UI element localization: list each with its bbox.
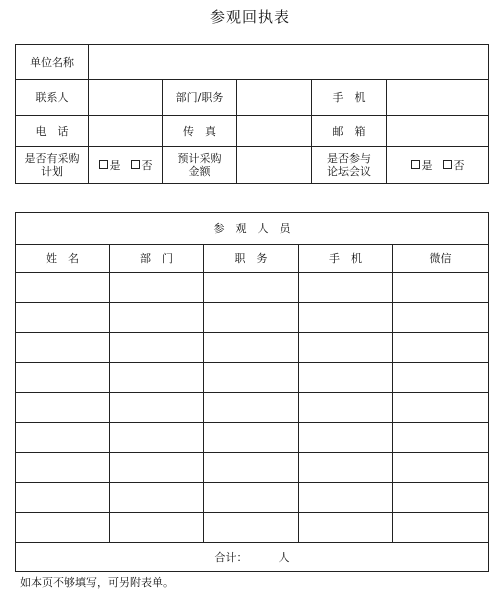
purchase-plan-label xyxy=(16,147,89,184)
fax-label: 传 真 xyxy=(163,116,237,147)
table-row xyxy=(16,303,489,333)
checkbox-icon[interactable] xyxy=(443,160,452,169)
table-row xyxy=(16,273,489,303)
budget-label xyxy=(163,147,237,184)
total-unit: 人 xyxy=(278,550,290,564)
forum-label-line2: 论坛会议 xyxy=(327,165,371,178)
visitors-header: 参 观 人 员 xyxy=(16,213,489,245)
position-cell[interactable] xyxy=(204,513,299,543)
forum-label-line1: 是否参与 xyxy=(327,152,371,165)
budget-field[interactable] xyxy=(237,147,312,184)
dept-position-field[interactable] xyxy=(237,80,312,116)
mobile-cell[interactable] xyxy=(299,363,393,393)
email-field[interactable] xyxy=(387,116,489,147)
mobile-cell[interactable] xyxy=(299,393,393,423)
checkbox-icon[interactable] xyxy=(131,160,140,169)
column-header-department: 部 门 xyxy=(110,245,204,273)
name-cell[interactable] xyxy=(16,273,110,303)
department-cell[interactable] xyxy=(110,513,204,543)
purchase-plan-label-line1: 是否有采购 xyxy=(24,152,80,165)
visitors-table xyxy=(15,212,489,572)
mobile-cell[interactable] xyxy=(299,273,393,303)
purchase-plan-no-option[interactable] xyxy=(131,159,153,172)
checkbox-icon[interactable] xyxy=(411,160,420,169)
purchase-plan-yes-option[interactable] xyxy=(99,159,121,172)
mobile-label: 手 机 xyxy=(312,80,387,116)
wechat-cell[interactable] xyxy=(393,333,489,363)
position-cell[interactable] xyxy=(204,393,299,423)
table-row xyxy=(16,453,489,483)
email-label: 邮 箱 xyxy=(312,116,387,147)
mobile-cell[interactable] xyxy=(299,303,393,333)
name-cell[interactable] xyxy=(16,423,110,453)
fax-field[interactable] xyxy=(237,116,312,147)
table-row xyxy=(16,363,489,393)
position-cell[interactable] xyxy=(204,453,299,483)
mobile-cell[interactable] xyxy=(299,423,393,453)
contact-field[interactable] xyxy=(89,80,163,116)
name-cell[interactable] xyxy=(16,303,110,333)
wechat-cell[interactable] xyxy=(393,453,489,483)
mobile-cell[interactable] xyxy=(299,333,393,363)
department-cell[interactable] xyxy=(110,393,204,423)
department-cell[interactable] xyxy=(110,453,204,483)
page-title: 参观回执表 xyxy=(209,8,290,26)
budget-label-line2: 金额 xyxy=(188,165,211,178)
forum-no-label: 否 xyxy=(453,158,465,172)
total-row xyxy=(16,543,489,572)
wechat-cell[interactable] xyxy=(393,273,489,303)
wechat-cell[interactable] xyxy=(393,423,489,453)
forum-yes-label: 是 xyxy=(421,158,433,172)
position-cell[interactable] xyxy=(204,483,299,513)
purchase-plan-options xyxy=(89,147,163,184)
column-header-name: 姓 名 xyxy=(16,245,110,273)
forum-options xyxy=(387,147,489,184)
column-header-mobile: 手 机 xyxy=(299,245,393,273)
phone-field[interactable] xyxy=(89,116,163,147)
wechat-cell[interactable] xyxy=(393,393,489,423)
position-cell[interactable] xyxy=(204,303,299,333)
budget-label-line1: 预计采购 xyxy=(177,152,222,165)
mobile-field[interactable] xyxy=(387,80,489,116)
position-cell[interactable] xyxy=(204,273,299,303)
table-row xyxy=(16,423,489,453)
footnote: 如本页不够填写，可另附表单。 xyxy=(20,576,174,589)
forum-label xyxy=(312,147,387,184)
wechat-cell[interactable] xyxy=(393,513,489,543)
table-row xyxy=(16,393,489,423)
name-cell[interactable] xyxy=(16,483,110,513)
registration-form-table xyxy=(15,44,489,184)
column-header-wechat: 微信 xyxy=(393,245,489,273)
mobile-cell[interactable] xyxy=(299,513,393,543)
table-row xyxy=(16,513,489,543)
wechat-cell[interactable] xyxy=(393,303,489,333)
department-cell[interactable] xyxy=(110,333,204,363)
contact-label: 联系人 xyxy=(16,80,89,116)
position-cell[interactable] xyxy=(204,423,299,453)
dept-position-label: 部门/职务 xyxy=(163,80,237,116)
forum-yes-option[interactable] xyxy=(411,159,433,172)
mobile-cell[interactable] xyxy=(299,483,393,513)
total-label: 合计： xyxy=(214,550,248,564)
table-row xyxy=(16,483,489,513)
table-row xyxy=(16,333,489,363)
department-cell[interactable] xyxy=(110,363,204,393)
column-header-position: 职 务 xyxy=(204,245,299,273)
name-cell[interactable] xyxy=(16,453,110,483)
position-cell[interactable] xyxy=(204,333,299,363)
name-cell[interactable] xyxy=(16,513,110,543)
forum-no-option[interactable] xyxy=(443,159,465,172)
name-cell[interactable] xyxy=(16,363,110,393)
department-cell[interactable] xyxy=(110,303,204,333)
department-cell[interactable] xyxy=(110,423,204,453)
name-cell[interactable] xyxy=(16,393,110,423)
mobile-cell[interactable] xyxy=(299,453,393,483)
purchase-plan-label-line2: 计划 xyxy=(41,165,63,178)
position-cell[interactable] xyxy=(204,363,299,393)
wechat-cell[interactable] xyxy=(393,483,489,513)
unit-name-field[interactable] xyxy=(89,45,489,80)
wechat-cell[interactable] xyxy=(393,363,489,393)
phone-label: 电 话 xyxy=(16,116,89,147)
department-cell[interactable] xyxy=(110,483,204,513)
purchase-plan-no-label: 否 xyxy=(141,158,153,172)
unit-name-label: 单位名称 xyxy=(16,45,89,80)
purchase-plan-yes-label: 是 xyxy=(109,158,121,172)
department-cell[interactable] xyxy=(110,273,204,303)
name-cell[interactable] xyxy=(16,333,110,363)
checkbox-icon[interactable] xyxy=(99,160,108,169)
